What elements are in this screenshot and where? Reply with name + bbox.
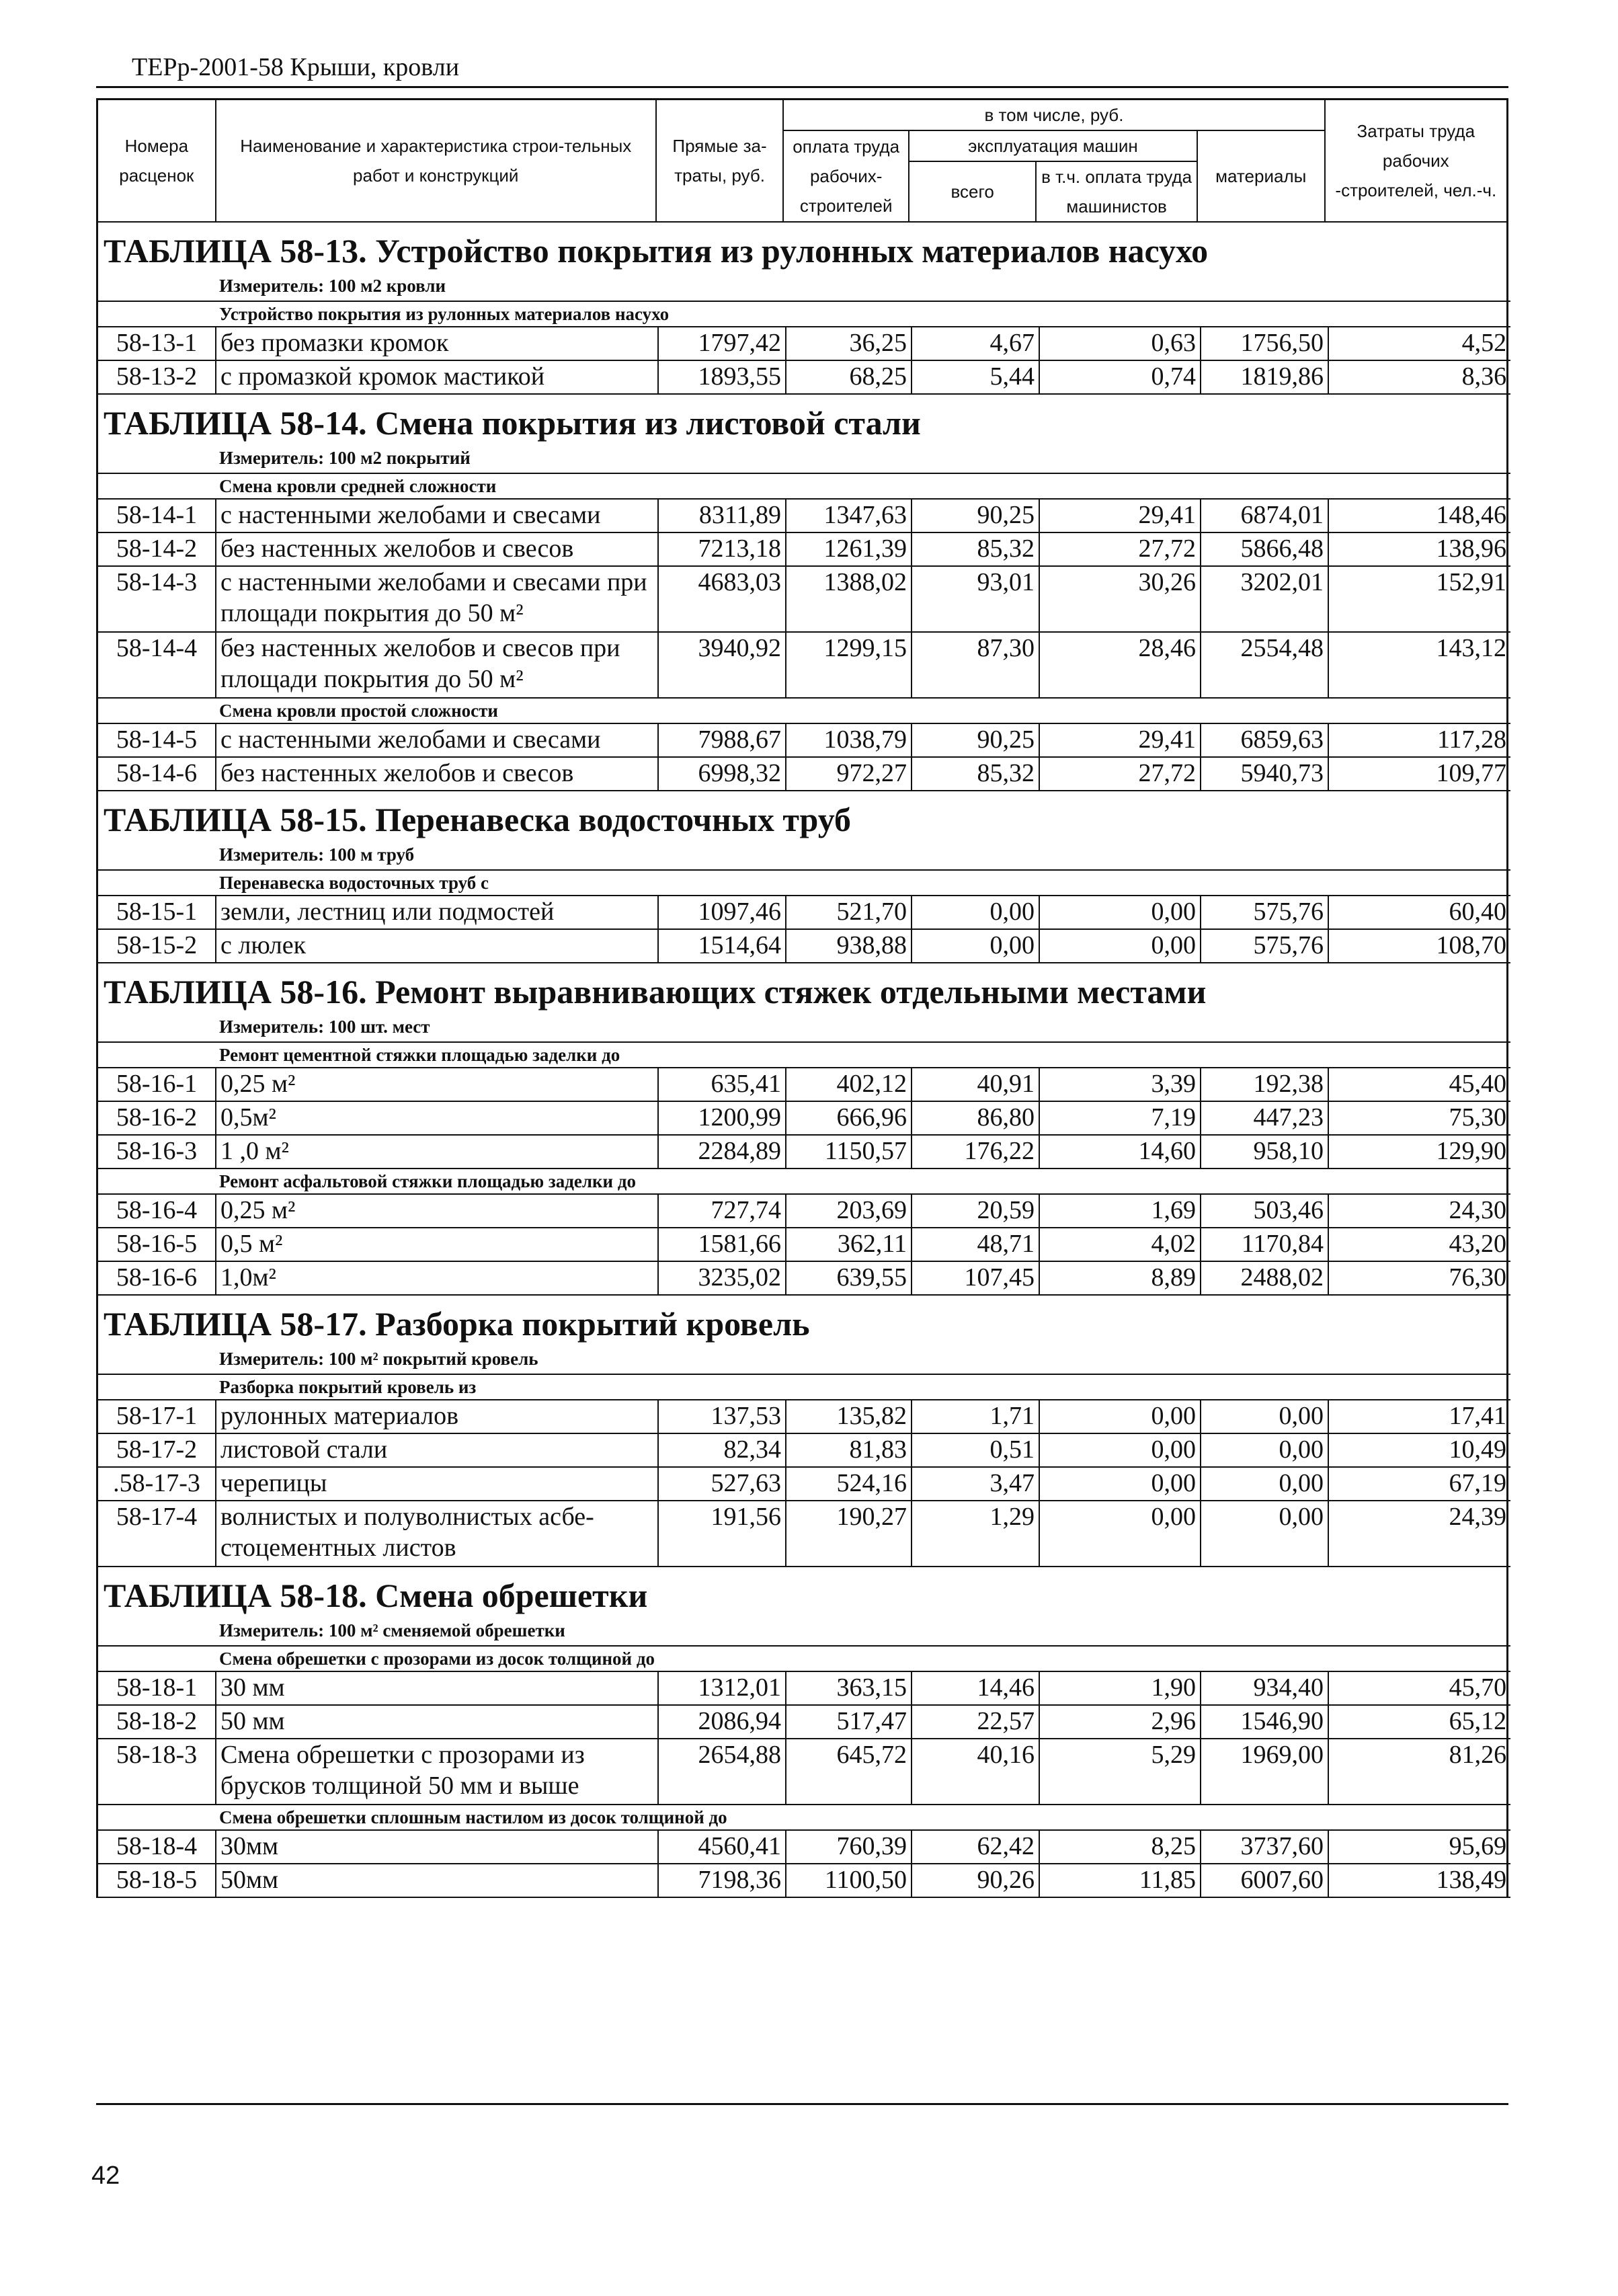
materials-cell: 447,23 [1201,1101,1328,1135]
table-row [98,1194,1510,1228]
materials-cell: 0,00 [1201,1433,1328,1467]
work-description: 0,5м² [216,1101,658,1135]
rate-code: 58-16-5 [98,1228,216,1261]
direct-costs-cell: 1893,55 [658,360,786,394]
direct-costs-cell: 527,63 [658,1467,786,1501]
machine-total-cell: 107,45 [912,1261,1039,1295]
direct-costs-cell: 2284,89 [658,1135,786,1169]
header-including: в том числе, руб. [783,100,1324,130]
labor-costs-cell: 24,30 [1328,1194,1510,1228]
table-row [98,1467,1510,1501]
direct-costs-cell: 2086,94 [658,1705,786,1739]
rates-table [98,1041,1510,1296]
section-measure: Измеритель: 100 м² покрытий кровель [219,1349,538,1369]
table-row [98,532,1510,566]
workers-wage-cell: 363,15 [786,1671,912,1705]
work-description: 30 мм [216,1671,658,1705]
labor-costs-cell: 76,30 [1328,1261,1510,1295]
machine-total-cell: 0,51 [912,1433,1039,1467]
materials-cell: 934,40 [1201,1671,1328,1705]
table-row [98,1068,1510,1101]
rate-code: 58-17-2 [98,1433,216,1467]
machinist-wage-cell: 0,63 [1039,327,1201,360]
work-description: без настенных желобов и свесов при площади покрытия до 50 м² [216,632,658,698]
section-title: ТАБЛИЦА 58-13. Устройство покрытия из рулонных материалов насухо [104,232,1209,270]
direct-costs-cell: 2654,88 [658,1739,786,1805]
workers-wage-cell: 666,96 [786,1101,912,1135]
machinist-wage-cell: 0,00 [1039,1400,1201,1433]
labor-costs-cell: 148,46 [1328,499,1510,532]
machinist-wage-cell: 28,46 [1039,632,1201,698]
workers-wage-cell: 1388,02 [786,566,912,632]
group-subtitle: Ремонт асфальтовой стяжки площадью заделки до [98,1169,1510,1194]
labor-costs-cell: 10,49 [1328,1433,1510,1467]
table-row [98,1671,1510,1705]
table-row [98,1739,1510,1805]
materials-cell: 2488,02 [1201,1261,1328,1295]
rate-code: 58-14-6 [98,757,216,791]
materials-cell: 575,76 [1201,929,1328,963]
labor-costs-cell: 75,30 [1328,1101,1510,1135]
materials-cell: 6859,63 [1201,723,1328,757]
table-row [98,1135,1510,1169]
machinist-wage-cell: 4,02 [1039,1228,1201,1261]
table-row [98,896,1510,929]
rate-code: 58-16-2 [98,1101,216,1135]
machinist-wage-cell: 0,74 [1039,360,1201,394]
direct-costs-cell: 7988,67 [658,723,786,757]
machine-total-cell: 90,26 [912,1864,1039,1897]
rates-table [98,1645,1510,1898]
labor-costs-cell: 138,96 [1328,532,1510,566]
workers-wage-cell: 972,27 [786,757,912,791]
rate-code: 58-14-1 [98,499,216,532]
rate-code: 58-16-1 [98,1068,216,1101]
direct-costs-cell: 4560,41 [658,1830,786,1864]
header-direct-costs: Прямые за-траты, руб. [656,100,784,222]
rate-table-section [98,223,1506,395]
rates-table [98,1374,1510,1567]
page-number: 42 [91,2162,120,2190]
work-description: с настенными желобами и свесами [216,723,658,757]
labor-costs-cell: 17,41 [1328,1400,1510,1433]
group-subtitle: Разборка покрытий кровель из [98,1374,1510,1400]
labor-costs-cell: 45,70 [1328,1671,1510,1705]
machine-total-cell: 62,42 [912,1830,1039,1864]
rate-code: 58-16-6 [98,1261,216,1295]
work-description: Смена обрешетки с прозорами из брусков толщиной 50 мм и выше [216,1739,658,1805]
workers-wage-cell: 362,11 [786,1228,912,1261]
labor-costs-cell: 67,19 [1328,1467,1510,1501]
table-row [98,1501,1510,1567]
group-subtitle-row [98,1374,1510,1400]
workers-wage-cell: 760,39 [786,1830,912,1864]
table-row [98,929,1510,963]
rates-table [98,869,1510,963]
section-title: ТАБЛИЦА 58-18. Смена обрешетки [104,1577,648,1614]
direct-costs-cell: 4683,03 [658,566,786,632]
table-row [98,360,1510,394]
machinist-wage-cell: 0,00 [1039,1467,1201,1501]
workers-wage-cell: 135,82 [786,1400,912,1433]
workers-wage-cell: 524,16 [786,1467,912,1501]
workers-wage-cell: 639,55 [786,1261,912,1295]
workers-wage-cell: 1261,39 [786,532,912,566]
workers-wage-cell: 1100,50 [786,1864,912,1897]
rate-code: 58-14-2 [98,532,216,566]
materials-cell: 1546,90 [1201,1705,1328,1739]
direct-costs-cell: 727,74 [658,1194,786,1228]
work-description: без промазки кромок [216,327,658,360]
work-description: земли, лестниц или подмостей [216,896,658,929]
direct-costs-cell: 8311,89 [658,499,786,532]
machine-total-cell: 4,67 [912,327,1039,360]
direct-costs-cell: 7198,36 [658,1864,786,1897]
table-row [98,632,1510,698]
table-row [98,327,1510,360]
direct-costs-cell: 137,53 [658,1400,786,1433]
materials-cell: 575,76 [1201,896,1328,929]
section-title: ТАБЛИЦА 58-14. Смена покрытия из листовой стали [104,404,921,442]
workers-wage-cell: 1150,57 [786,1135,912,1169]
table-row [98,723,1510,757]
section-measure: Измеритель: 100 шт. мест [219,1017,430,1037]
direct-costs-cell: 1312,01 [658,1671,786,1705]
labor-costs-cell: 24,39 [1328,1501,1510,1567]
machinist-wage-cell: 29,41 [1039,499,1201,532]
work-description: 0,25 м² [216,1194,658,1228]
group-subtitle-row [98,1805,1510,1830]
table-row [98,1261,1510,1295]
labor-costs-cell: 109,77 [1328,757,1510,791]
group-subtitle: Смена обрешетки сплошным настилом из досок толщиной до [98,1805,1510,1830]
rate-table-section [98,791,1506,963]
direct-costs-cell: 191,56 [658,1501,786,1567]
rates-table [98,301,1510,395]
rate-code: .58-17-3 [98,1467,216,1501]
materials-cell: 3202,01 [1201,566,1328,632]
machine-total-cell: 0,00 [912,896,1039,929]
materials-cell: 1756,50 [1201,327,1328,360]
work-description: с промазкой кромок мастикой [216,360,658,394]
materials-cell: 503,46 [1201,1194,1328,1228]
group-subtitle-row [98,1169,1510,1194]
section-measure: Измеритель: 100 м2 покрытий [219,448,471,468]
materials-cell: 0,00 [1201,1467,1328,1501]
group-subtitle-row [98,473,1510,499]
work-description: без настенных желобов и свесов [216,757,658,791]
rate-code: 58-16-4 [98,1194,216,1228]
table-row [98,1830,1510,1864]
rate-code: 58-13-2 [98,360,216,394]
workers-wage-cell: 645,72 [786,1739,912,1805]
work-description: 30мм [216,1830,658,1864]
labor-costs-cell: 138,49 [1328,1864,1510,1897]
direct-costs-cell: 1097,46 [658,896,786,929]
workers-wage-cell: 1038,79 [786,723,912,757]
rates-table [98,473,1510,791]
work-description: волнистых и полуволнистых асбе-стоцементных листов [216,1501,658,1567]
machine-total-cell: 14,46 [912,1671,1039,1705]
group-subtitle-row [98,698,1510,723]
group-subtitle: Смена кровли средней сложности [98,473,1510,499]
workers-wage-cell: 1299,15 [786,632,912,698]
machine-total-cell: 5,44 [912,360,1039,394]
group-subtitle: Ремонт цементной стяжки площадью заделки до [98,1042,1510,1068]
materials-cell: 3737,60 [1201,1830,1328,1864]
machinist-wage-cell: 0,00 [1039,896,1201,929]
materials-cell: 6007,60 [1201,1864,1328,1897]
table-row [98,1228,1510,1261]
direct-costs-cell: 635,41 [658,1068,786,1101]
machinist-wage-cell: 0,00 [1039,929,1201,963]
table-row [98,1101,1510,1135]
work-description: 1 ,0 м² [216,1135,658,1169]
direct-costs-cell: 1581,66 [658,1228,786,1261]
direct-costs-cell: 1514,64 [658,929,786,963]
machinist-wage-cell: 8,89 [1039,1261,1201,1295]
machinist-wage-cell: 0,00 [1039,1433,1201,1467]
machinist-wage-cell: 11,85 [1039,1864,1201,1897]
rate-code: 58-18-5 [98,1864,216,1897]
section-measure: Измеритель: 100 м2 кровли [219,276,446,296]
header-code: Номера расценок [98,100,216,222]
table-row [98,1864,1510,1897]
column-header-table [98,100,1506,223]
labor-costs-cell: 95,69 [1328,1830,1510,1864]
machine-total-cell: 40,91 [912,1068,1039,1101]
section-title: ТАБЛИЦА 58-15. Перенавеска водосточных труб [104,801,852,838]
section-title: ТАБЛИЦА 58-16. Ремонт выравнивающих стяжек отдельными местами [104,973,1207,1011]
materials-cell: 5940,73 [1201,757,1328,791]
header-materials: материалы [1197,130,1325,222]
group-subtitle: Перенавеска водосточных труб с [98,870,1510,896]
labor-costs-cell: 65,12 [1328,1705,1510,1739]
rate-code: 58-18-4 [98,1830,216,1864]
machine-total-cell: 176,22 [912,1135,1039,1169]
work-description: рулонных материалов [216,1400,658,1433]
machinist-wage-cell: 29,41 [1039,723,1201,757]
machine-total-cell: 85,32 [912,532,1039,566]
workers-wage-cell: 1347,63 [786,499,912,532]
materials-cell: 192,38 [1201,1068,1328,1101]
rate-table-section [98,1567,1506,1898]
direct-costs-cell: 3235,02 [658,1261,786,1295]
group-subtitle: Смена кровли простой сложности [98,698,1510,723]
workers-wage-cell: 938,88 [786,929,912,963]
rate-table-section [98,1296,1506,1567]
machine-total-cell: 0,00 [912,929,1039,963]
workers-wage-cell: 521,70 [786,896,912,929]
direct-costs-cell: 1200,99 [658,1101,786,1135]
materials-cell: 5866,48 [1201,532,1328,566]
machine-total-cell: 3,47 [912,1467,1039,1501]
machine-total-cell: 90,25 [912,723,1039,757]
workers-wage-cell: 81,83 [786,1433,912,1467]
direct-costs-cell: 3940,92 [658,632,786,698]
labor-costs-cell: 143,12 [1328,632,1510,698]
machinist-wage-cell: 7,19 [1039,1101,1201,1135]
machinist-wage-cell: 0,00 [1039,1501,1201,1567]
table-row [98,1705,1510,1739]
rate-code: 58-17-1 [98,1400,216,1433]
section-measure: Измеритель: 100 м² сменяемой обрешетки [219,1620,565,1640]
workers-wage-cell: 517,47 [786,1705,912,1739]
machinist-wage-cell: 27,72 [1039,532,1201,566]
workers-wage-cell: 68,25 [786,360,912,394]
rate-table-section [98,395,1506,791]
materials-cell: 2554,48 [1201,632,1328,698]
labor-costs-cell: 152,91 [1328,566,1510,632]
work-description: 50мм [216,1864,658,1897]
rate-code: 58-15-2 [98,929,216,963]
rate-code: 58-18-3 [98,1739,216,1805]
table-row [98,1433,1510,1467]
labor-costs-cell: 4,52 [1328,327,1510,360]
materials-cell: 1969,00 [1201,1739,1328,1805]
labor-costs-cell: 117,28 [1328,723,1510,757]
rate-code: 58-14-4 [98,632,216,698]
machinist-wage-cell: 14,60 [1039,1135,1201,1169]
materials-cell: 1170,84 [1201,1228,1328,1261]
header-machine-operation: эксплуатация машин [909,130,1197,161]
machine-total-cell: 1,29 [912,1501,1039,1567]
table-row [98,1400,1510,1433]
work-description: 50 мм [216,1705,658,1739]
machine-total-cell: 85,32 [912,757,1039,791]
labor-costs-cell: 8,36 [1328,360,1510,394]
table-row [98,757,1510,791]
workers-wage-cell: 402,12 [786,1068,912,1101]
labor-costs-cell: 45,40 [1328,1068,1510,1101]
section-title: ТАБЛИЦА 58-17. Разборка покрытий кровель [104,1305,810,1343]
machinist-wage-cell: 5,29 [1039,1739,1201,1805]
work-description: с люлек [216,929,658,963]
work-description: листовой стали [216,1433,658,1467]
workers-wage-cell: 36,25 [786,327,912,360]
machinist-wage-cell: 8,25 [1039,1830,1201,1864]
rate-code: 58-14-5 [98,723,216,757]
machinist-wage-cell: 1,90 [1039,1671,1201,1705]
header-workers-wage: оплата труда рабочих-строителей [783,130,909,222]
rate-code: 58-15-1 [98,896,216,929]
header-rule [96,86,1508,88]
group-subtitle-row [98,1646,1510,1671]
header-labor-costs: Затраты труда рабочих -строителей, чел.-ч. [1325,100,1506,222]
work-description: 0,5 м² [216,1228,658,1261]
machine-total-cell: 20,59 [912,1194,1039,1228]
group-subtitle: Смена обрешетки с прозорами из досок толщиной до [98,1646,1510,1671]
running-head: ТЕРр-2001-58 Крыши, кровли [132,53,460,81]
rate-code: 58-17-4 [98,1501,216,1567]
machine-total-cell: 87,30 [912,632,1039,698]
direct-costs-cell: 6998,32 [658,757,786,791]
header-machinist-wage: в т.ч. оплата труда машинистов [1036,161,1197,222]
work-description: без настенных желобов и свесов [216,532,658,566]
rate-code: 58-16-3 [98,1135,216,1169]
rate-table-section [98,963,1506,1296]
machinist-wage-cell: 27,72 [1039,757,1201,791]
work-description: с настенными желобами и свесами при площади покрытия до 50 м² [216,566,658,632]
sections-container [98,223,1506,1898]
machinist-wage-cell: 30,26 [1039,566,1201,632]
header-machine-total: всего [909,161,1036,222]
work-description: с настенными желобами и свесами [216,499,658,532]
materials-cell: 1819,86 [1201,360,1328,394]
table-bottom-rule [96,2103,1508,2105]
machine-total-cell: 93,01 [912,566,1039,632]
work-description: черепицы [216,1467,658,1501]
rate-code: 58-18-1 [98,1671,216,1705]
table-row [98,499,1510,532]
labor-costs-cell: 108,70 [1328,929,1510,963]
group-subtitle: Устройство покрытия из рулонных материалов насухо [98,301,1510,327]
labor-costs-cell: 81,26 [1328,1739,1510,1805]
rates-table-frame [96,98,1508,1898]
rate-code: 58-14-3 [98,566,216,632]
header-name: Наименование и характеристика строи-тельных работ и конструкций [216,100,656,222]
work-description: 0,25 м² [216,1068,658,1101]
direct-costs-cell: 82,34 [658,1433,786,1467]
machinist-wage-cell: 1,69 [1039,1194,1201,1228]
labor-costs-cell: 60,40 [1328,896,1510,929]
section-measure: Измеритель: 100 м труб [219,844,415,865]
rate-code: 58-13-1 [98,327,216,360]
machine-total-cell: 1,71 [912,1400,1039,1433]
rate-code: 58-18-2 [98,1705,216,1739]
machine-total-cell: 40,16 [912,1739,1039,1805]
direct-costs-cell: 1797,42 [658,327,786,360]
labor-costs-cell: 43,20 [1328,1228,1510,1261]
workers-wage-cell: 190,27 [786,1501,912,1567]
group-subtitle-row [98,301,1510,327]
workers-wage-cell: 203,69 [786,1194,912,1228]
machine-total-cell: 90,25 [912,499,1039,532]
machine-total-cell: 86,80 [912,1101,1039,1135]
group-subtitle-row [98,1042,1510,1068]
machine-total-cell: 48,71 [912,1228,1039,1261]
labor-costs-cell: 129,90 [1328,1135,1510,1169]
machinist-wage-cell: 2,96 [1039,1705,1201,1739]
materials-cell: 0,00 [1201,1501,1328,1567]
machine-total-cell: 22,57 [912,1705,1039,1739]
work-description: 1,0м² [216,1261,658,1295]
table-row [98,566,1510,632]
materials-cell: 0,00 [1201,1400,1328,1433]
machinist-wage-cell: 3,39 [1039,1068,1201,1101]
materials-cell: 958,10 [1201,1135,1328,1169]
group-subtitle-row [98,870,1510,896]
materials-cell: 6874,01 [1201,499,1328,532]
direct-costs-cell: 7213,18 [658,532,786,566]
